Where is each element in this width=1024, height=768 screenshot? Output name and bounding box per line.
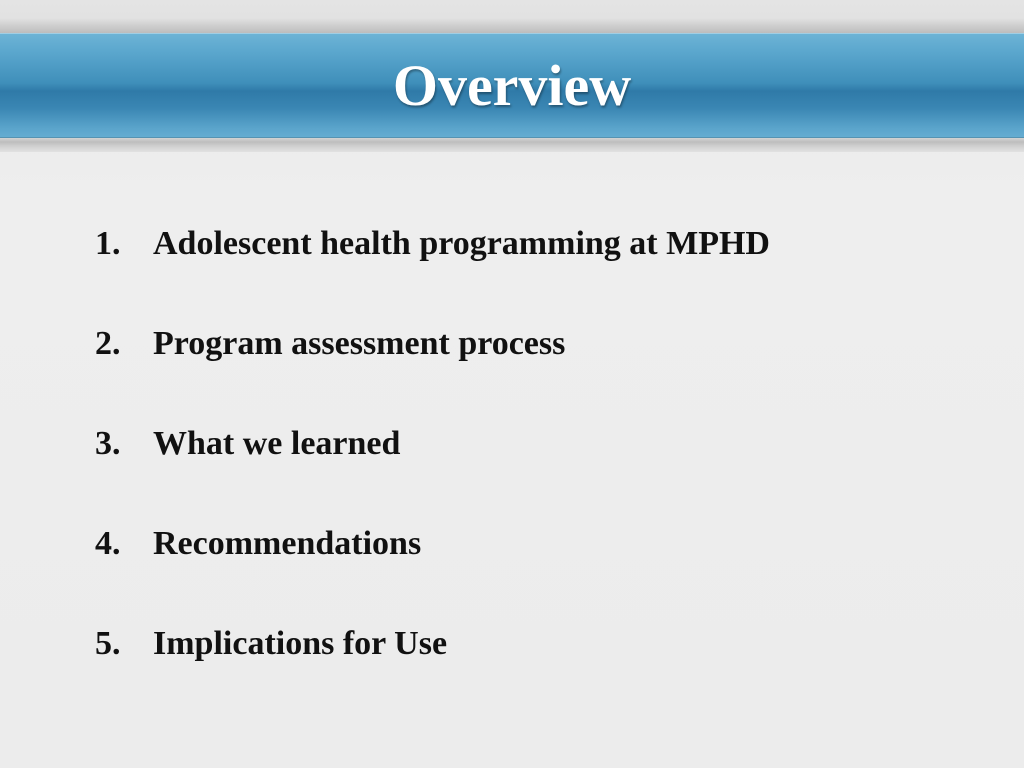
agenda-item-text: What we learned — [153, 425, 401, 462]
agenda-item — [95, 520, 975, 620]
agenda-item-number: 3. — [95, 425, 121, 462]
agenda-item-text: Program assessment process — [153, 325, 566, 362]
slide-title: Overview — [392, 53, 632, 118]
agenda-item — [95, 420, 975, 520]
agenda-item-number: 4. — [95, 525, 121, 562]
top-divider — [0, 0, 1024, 33]
agenda-item-text: Adolescent health programming at MPHD — [153, 225, 770, 262]
agenda-item-text: Recommendations — [153, 525, 422, 562]
agenda-list — [95, 220, 975, 720]
agenda-item — [95, 620, 975, 720]
agenda-item — [95, 220, 975, 320]
agenda-item-number: 2. — [95, 325, 121, 362]
agenda-item-text: Implications for Use — [153, 625, 448, 662]
agenda-item-number: 1. — [95, 225, 121, 262]
title-underline-divider — [0, 138, 1024, 152]
agenda-item — [95, 320, 975, 420]
agenda-item-number: 5. — [95, 625, 121, 662]
